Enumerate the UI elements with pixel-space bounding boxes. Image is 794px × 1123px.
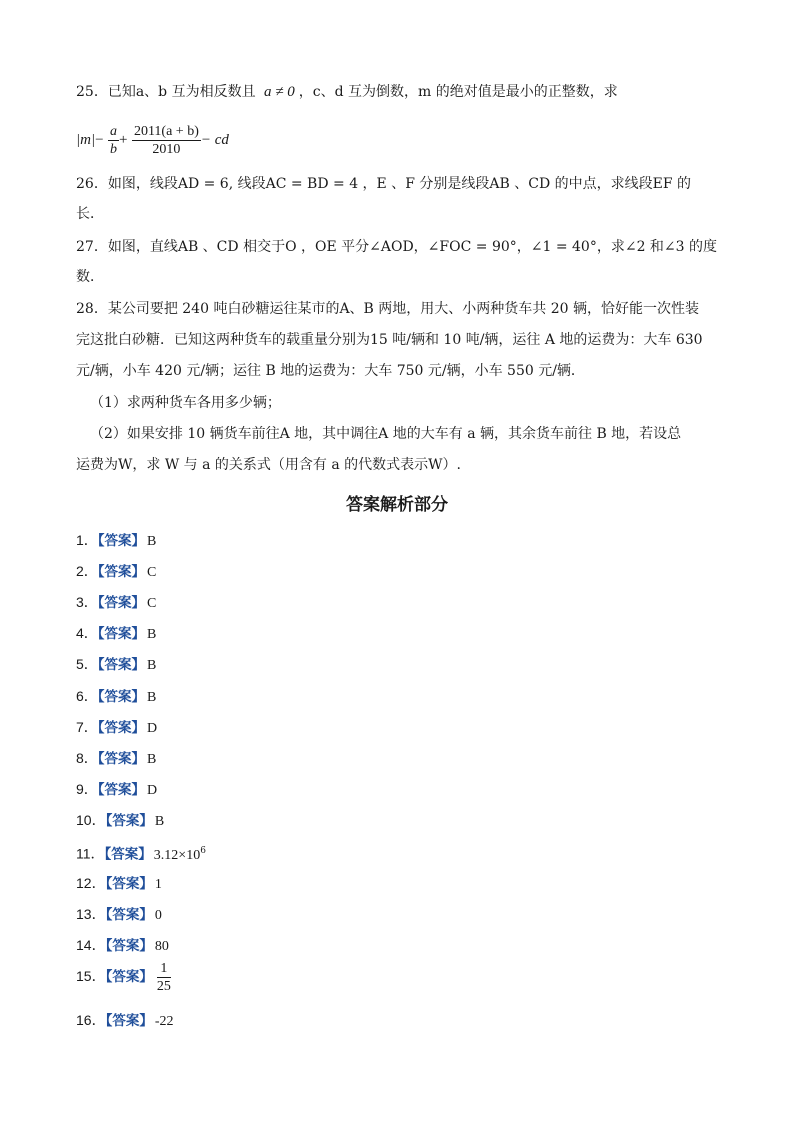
- minus-sign: −: [95, 132, 104, 148]
- answer-value: B: [147, 627, 157, 642]
- answer-number: 3．: [76, 594, 98, 610]
- answer-tag: 【答案】: [97, 782, 146, 798]
- answer-fraction: [157, 960, 171, 995]
- answer-row: [76, 592, 156, 614]
- question-text: 已知a、b 互为相反数且: [107, 84, 256, 100]
- answer-value: B: [147, 534, 157, 549]
- question-28-sub1: （1）求两种货车各用多少辆；: [90, 395, 281, 411]
- answer-row: [76, 904, 162, 926]
- answer-tag: 【答案】: [97, 720, 146, 736]
- answer-value: B: [147, 752, 157, 767]
- question-28-sub2-continuation: 运费为W，求 W 与 a 的关系式（用含有 a 的代数式表示W）.: [76, 457, 462, 473]
- answer-value: 0: [154, 908, 162, 923]
- answer-tag: 【答案】: [97, 564, 146, 580]
- question-text: 如图，直线AB 、CD 相交于O ，OE 平分∠AOD，∠FOC = 90°，∠1 = 40°，求∠2 和∠3 的度: [107, 239, 718, 255]
- question-number: 27．: [76, 239, 108, 255]
- answer-tag: 【答案】: [105, 1013, 153, 1029]
- answer-value: B: [147, 690, 157, 705]
- answer-row: [76, 841, 206, 866]
- fraction-numerator: a: [110, 123, 118, 139]
- answer-tag: 【答案】: [105, 969, 153, 985]
- fraction-numerator: 2011(a + b): [133, 123, 199, 139]
- answer-tag: 【答案】: [105, 907, 153, 923]
- answer-tag: 【答案】: [105, 813, 153, 829]
- answer-value: C: [147, 565, 157, 580]
- answer-value: B: [154, 814, 165, 829]
- answer-number: 6．: [76, 688, 98, 704]
- answer-tag: 【答案】: [105, 876, 153, 892]
- condition-expression: a ≠ 0: [264, 84, 295, 100]
- fraction-numerator: 1: [157, 960, 171, 978]
- answer-value: C: [147, 596, 157, 611]
- fraction-denominator: 25: [156, 978, 171, 994]
- answer-number: 2．: [76, 563, 98, 579]
- section-title: 答案解析部分: [346, 495, 448, 515]
- answer-value: D: [147, 783, 158, 798]
- question-27: [76, 237, 717, 257]
- answer-value: D: [147, 721, 158, 736]
- answer-value: -22: [154, 1014, 174, 1029]
- answer-row: [76, 1010, 174, 1032]
- answer-number: 1．: [76, 532, 98, 548]
- question-28: [76, 299, 699, 319]
- answer-tag: 【答案】: [97, 751, 146, 767]
- answer-row: [76, 956, 171, 997]
- answer-tag: 【答案】: [97, 533, 146, 549]
- fraction-a-over-b: [108, 123, 119, 158]
- answer-number: 8．: [76, 750, 98, 766]
- answer-number: 13．: [76, 906, 106, 922]
- question-number: 26．: [76, 176, 108, 192]
- answer-value: 1: [154, 877, 162, 892]
- answer-row: [76, 530, 156, 552]
- fraction-denominator: b: [110, 141, 118, 157]
- question-25-expression: [76, 118, 229, 162]
- answer-value: B: [147, 658, 157, 673]
- answer-row: [76, 935, 169, 957]
- answer-number: 14．: [76, 937, 106, 953]
- answer-row: [76, 873, 162, 895]
- answer-value: 80: [154, 939, 169, 954]
- answer-value: 3.12×10: [153, 847, 201, 863]
- question-28-line3: 元/辆，小车 420 元/辆；运往 B 地的运费为：大车 750 元/辆，小车 550 元/辆．: [76, 363, 585, 379]
- answer-number: 12．: [76, 875, 106, 891]
- fraction-2011-over-2010: [132, 123, 201, 158]
- answer-row: [76, 810, 164, 832]
- question-26: [76, 174, 691, 194]
- answer-number: 9．: [76, 781, 98, 797]
- answer-number: 11．: [76, 845, 105, 862]
- question-28-sub2: （2）如果安排 10 辆货车前往A 地，其中调往A 地的大车有 a 辆，其余货车前往 B 地，若设总: [90, 426, 682, 442]
- question-27-continuation: 数．: [76, 269, 104, 285]
- question-28-line2: 完这批白砂糖．已知这两种货车的载重量分别为15 吨/辆和 10 吨/辆，运往 A 地的运费为：大车 630: [76, 332, 703, 348]
- answer-row: [76, 623, 156, 645]
- answer-tag: 【答案】: [104, 846, 152, 863]
- answer-row: [76, 654, 156, 676]
- answer-tag: 【答案】: [97, 595, 146, 611]
- answer-row: [76, 717, 157, 739]
- plus-sign: +: [119, 132, 128, 148]
- question-text: 某公司要把 240 吨白砂糖运往某市的A、B 两地，用大、小两种货车共 20 辆，恰好能一次性装: [107, 301, 700, 317]
- answer-tag: 【答案】: [105, 938, 153, 954]
- answer-tag: 【答案】: [97, 626, 146, 642]
- answer-exponent: 6: [200, 846, 206, 856]
- abs-m: |m|: [76, 132, 96, 148]
- answer-row: [76, 561, 156, 583]
- answer-row: [76, 748, 156, 770]
- fraction-denominator: 2010: [152, 141, 181, 157]
- answer-tag: 【答案】: [97, 689, 146, 705]
- question-text: 如图，线段AD = 6, 线段AC = BD = 4 ，E 、F 分别是线段AB 、CD 的中点，求线段EF 的: [107, 176, 692, 192]
- question-26-continuation: 长．: [76, 206, 104, 222]
- answer-row: [76, 686, 156, 708]
- answer-number: 7．: [76, 719, 98, 735]
- answer-number: 4．: [76, 625, 98, 641]
- minus-cd: − cd: [200, 132, 229, 148]
- answer-row: [76, 779, 157, 801]
- answer-number: 10．: [76, 812, 106, 828]
- answer-number: 16．: [76, 1012, 106, 1028]
- question-text: ，c、d 互为倒数，m 的绝对值是最小的正整数，求: [298, 84, 618, 100]
- question-number: 25．: [76, 84, 108, 100]
- answer-tag: 【答案】: [97, 657, 146, 673]
- question-number: 28．: [76, 301, 108, 317]
- answer-number: 15．: [76, 968, 106, 984]
- answer-number: 5．: [76, 656, 98, 672]
- question-25: [76, 82, 618, 102]
